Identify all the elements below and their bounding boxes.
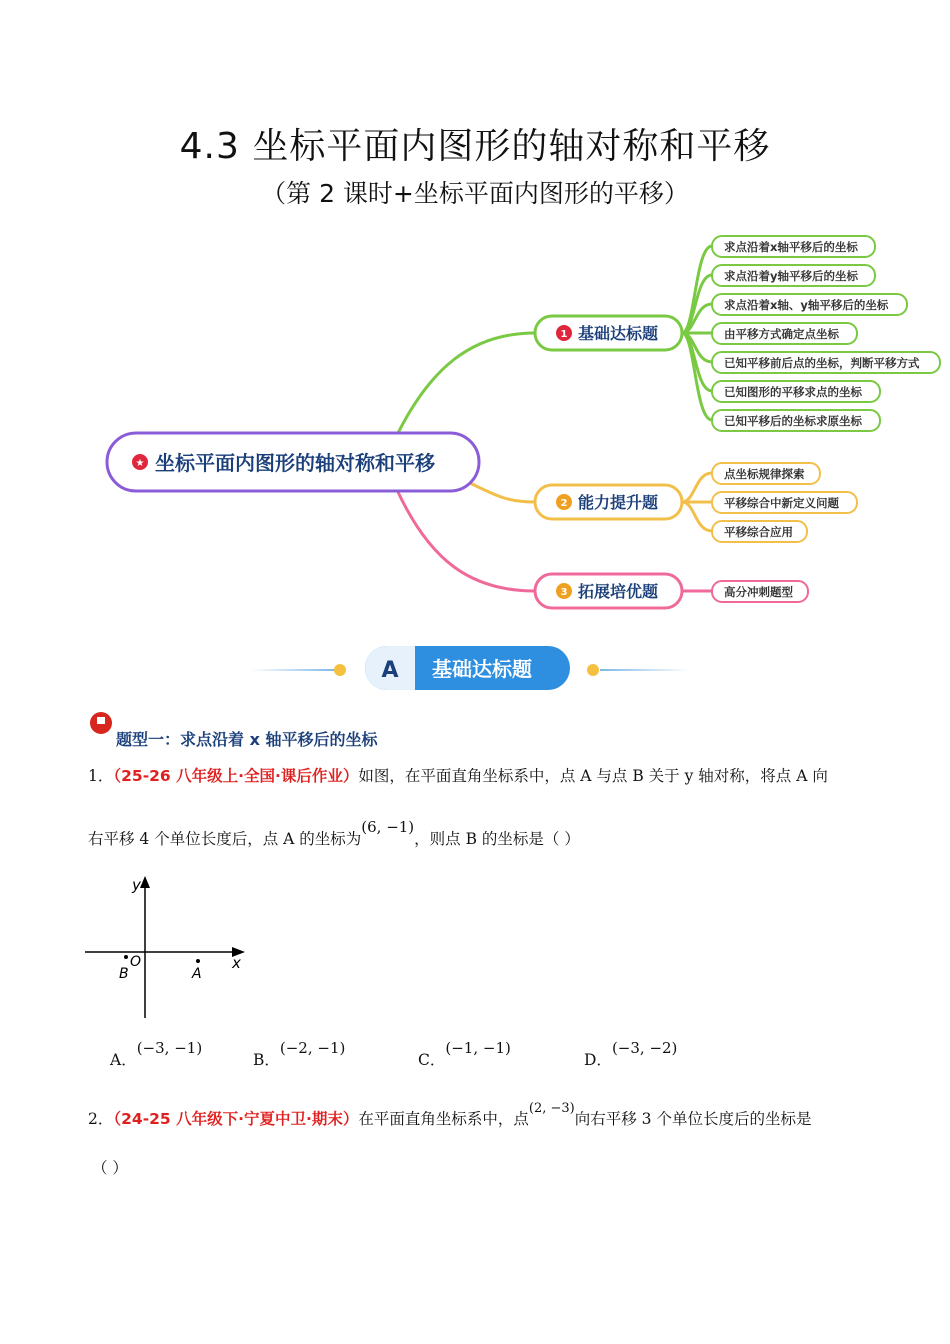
svg-text:2: 2 xyxy=(560,498,568,509)
coordinate: (2, −3) xyxy=(528,1101,575,1116)
banner-label: 基础达标题 xyxy=(432,657,532,681)
section-banner xyxy=(250,640,700,700)
page-subtitle: （第 2 课时+坐标平面内图形的平移） xyxy=(261,179,689,208)
leaf-item: 已知图形的平移求点的坐标 xyxy=(724,385,862,399)
question-source: （25-26 八年级上·全国·课后作业） xyxy=(113,767,359,785)
coordinate: (6, −1) xyxy=(361,818,415,836)
leaf-item: 求点沿着x轴平移后的坐标 xyxy=(724,240,858,254)
mindmap-branch-1 xyxy=(535,316,682,350)
mindmap-branch-2 xyxy=(535,485,682,519)
question-source: （24-25 八年级下·宁夏中卫·期末） xyxy=(113,1110,359,1128)
leaf-item: 求点沿着x轴、y轴平移后的坐标 xyxy=(724,298,889,312)
svg-text:★: ★ xyxy=(135,458,145,469)
x-axis-label: x xyxy=(232,954,241,972)
option-c[interactable]: C．(−1, −1) xyxy=(418,1039,511,1069)
point-b-label: B xyxy=(119,966,129,982)
leaf-item: 平移综合中新定义问题 xyxy=(724,496,839,510)
option-a[interactable]: A．(−3, −1) xyxy=(110,1039,203,1069)
point-b xyxy=(124,955,128,959)
point-a-label: A xyxy=(192,966,202,982)
page-title: 4.3 坐标平面内图形的轴对称和平移 xyxy=(179,126,771,167)
leaf-item: 点坐标规律探索 xyxy=(724,467,805,481)
question-type-heading: 题型一：求点沿着 x 轴平移后的坐标 xyxy=(116,730,378,749)
branch-label: 拓展培优题 xyxy=(578,582,659,601)
question-1-line-2: 右平移 4 个单位长度后，点 A 的坐标为(6, −1)，则点 B 的坐标是（ ） xyxy=(88,818,580,848)
question-2-line-1: 2．（24-25 八年级下·宁夏中卫·期末）在平面直角坐标系中，点$^{(2, -3)}$向右平移 3 个单位长度后的坐标是 xyxy=(88,1101,812,1128)
mindmap-root xyxy=(107,433,479,491)
mind-map xyxy=(0,220,950,620)
leaf-item: 已知平移前后点的坐标，判断平移方式 xyxy=(724,356,920,370)
option-d[interactable]: D．(−3, −2) xyxy=(584,1039,678,1069)
branch-label: 基础达标题 xyxy=(578,324,659,343)
point-a xyxy=(196,959,200,963)
leaf-item: 求点沿着y轴平移后的坐标 xyxy=(724,269,858,283)
origin-label: O xyxy=(130,954,142,970)
svg-text:1: 1 xyxy=(560,329,568,340)
leaf-item: 已知平移后的坐标求原坐标 xyxy=(724,414,862,428)
banner-letter: A xyxy=(381,658,399,683)
leaf-item: 由平移方式确定点坐标 xyxy=(724,327,839,341)
branch-label: 能力提升题 xyxy=(578,493,659,512)
mindmap-root-label: 坐标平面内图形的轴对称和平移 xyxy=(155,451,435,475)
svg-text:3: 3 xyxy=(560,587,568,598)
y-axis-label: y xyxy=(132,876,141,894)
leaf-item: 高分冲刺题型 xyxy=(724,585,793,599)
question-2-line-2: （ ） xyxy=(92,1159,128,1177)
mindmap-branch-3 xyxy=(535,574,682,608)
leaf-item: 平移综合应用 xyxy=(724,525,793,539)
question-1-line-1: 1．（25-26 八年级上·全国·课后作业）如图，在平面直角坐标系中，点 A 与点 B 关于 y 轴对称，将点 A 向 xyxy=(88,767,828,785)
flag-icon xyxy=(90,712,112,734)
option-b[interactable]: B．(−2, −1) xyxy=(253,1039,346,1069)
coordinate-figure xyxy=(80,870,260,1020)
